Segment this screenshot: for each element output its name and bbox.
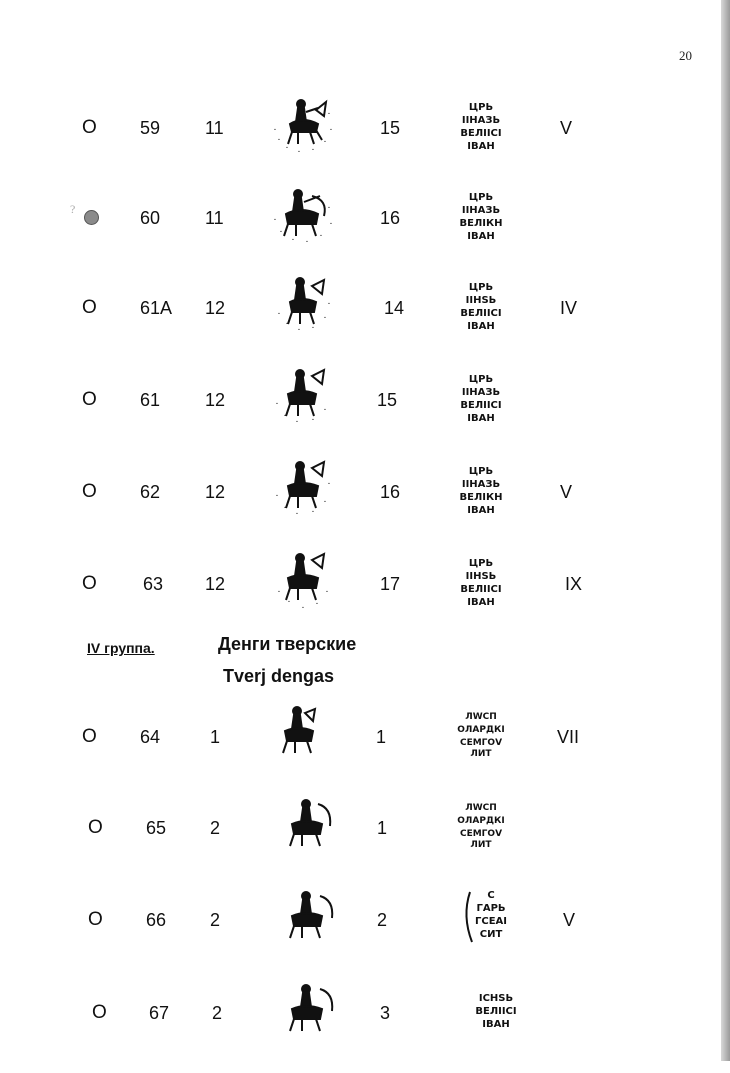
svg-text:·: · xyxy=(296,419,299,426)
table-row xyxy=(0,374,720,460)
catalog-number: 63 xyxy=(143,574,164,594)
svg-text:ОЛАРДКІ: ОЛАРДКІ xyxy=(457,816,505,826)
rarity-grade: V xyxy=(560,482,573,502)
table-row xyxy=(0,282,720,368)
svg-text:ЦРЬ: ЦРЬ xyxy=(468,192,494,203)
svg-text:ІІНЅЬ: ІІНЅЬ xyxy=(465,571,497,582)
svg-text:ГСЕАІ: ГСЕАІ xyxy=(474,916,508,927)
svg-text:·: · xyxy=(312,325,315,332)
svg-text:·: · xyxy=(276,493,279,500)
type-number: 2 xyxy=(212,1003,223,1023)
svg-text:·: · xyxy=(286,321,289,328)
marker: O xyxy=(82,726,97,747)
svg-text:·: · xyxy=(284,505,287,512)
rarity-grade: IX xyxy=(565,574,583,594)
type-number: 2 xyxy=(210,818,221,838)
svg-text:ЛИТ: ЛИТ xyxy=(470,840,492,850)
die-number: 16 xyxy=(380,208,401,228)
coin-obverse-rider-icon xyxy=(268,456,338,522)
die-number: 17 xyxy=(380,574,401,594)
svg-text:·: · xyxy=(328,481,331,488)
svg-text:ВЕЛІКН: ВЕЛІКН xyxy=(459,492,503,503)
svg-text:·: · xyxy=(292,237,295,244)
svg-text:ІІНАЗЬ: ІІНАЗЬ xyxy=(461,115,501,126)
svg-text:·: · xyxy=(312,417,315,424)
die-number: 1 xyxy=(377,818,388,838)
svg-text:ЛWСП: ЛWСП xyxy=(465,803,497,813)
svg-text:С: С xyxy=(487,890,495,901)
svg-text:СЕМГОV: СЕМГОV xyxy=(459,738,503,748)
rarity-grade: IV xyxy=(560,298,578,318)
svg-text:ІВАН: ІВАН xyxy=(467,597,495,608)
svg-text:ВЕЛІІСІ: ВЕЛІІСІ xyxy=(460,308,502,319)
svg-text:ВЕЛІКН: ВЕЛІКН xyxy=(459,218,503,229)
die-number: 1 xyxy=(376,727,387,747)
catalog-number: 59 xyxy=(140,118,161,138)
catalog-number: 66 xyxy=(146,910,167,930)
svg-text:·: · xyxy=(274,217,277,224)
table-row xyxy=(0,803,720,888)
svg-text:ІІНЅЬ: ІІНЅЬ xyxy=(465,295,497,306)
svg-text:ІІНАЗЬ: ІІНАЗЬ xyxy=(461,479,501,490)
coin-reverse-inscription xyxy=(450,792,512,858)
svg-text:ВЕЛІІСІ: ВЕЛІІСІ xyxy=(460,584,502,595)
svg-text:·: · xyxy=(288,599,291,606)
svg-text:ЦРЬ: ЦРЬ xyxy=(468,102,494,113)
svg-text:ІВАН: ІВАН xyxy=(467,231,495,242)
coin-obverse-rider-icon xyxy=(268,364,338,430)
svg-text:ВЕЛІІСІ: ВЕЛІІСІ xyxy=(460,128,502,139)
coin-obverse-rider-icon xyxy=(268,92,338,158)
svg-text:ІІНАЗЬ: ІІНАЗЬ xyxy=(461,387,501,398)
marker: O xyxy=(82,117,97,138)
svg-text:·: · xyxy=(298,149,301,156)
coin-obverse-rider-icon xyxy=(280,884,350,950)
catalog-number: 67 xyxy=(149,1003,170,1023)
catalog-number: 62 xyxy=(140,482,161,502)
svg-text:·: · xyxy=(284,413,287,420)
svg-text:·: · xyxy=(316,601,319,608)
svg-text:·: · xyxy=(280,229,283,236)
svg-text:ВЕЛІІСІ: ВЕЛІІСІ xyxy=(460,400,502,411)
svg-text:·: · xyxy=(312,509,315,516)
coin-obverse-rider-icon xyxy=(278,792,348,858)
rarity-grade: VII xyxy=(557,727,580,747)
table-row xyxy=(0,712,720,797)
svg-text:ВЕЛІІСІ: ВЕЛІІСІ xyxy=(475,1006,517,1017)
svg-text:·: · xyxy=(302,605,305,612)
coin-reverse-inscription xyxy=(460,884,522,950)
coin-obverse-rider-icon xyxy=(268,272,338,338)
coin-obverse-rider-icon xyxy=(280,977,350,1035)
table-row xyxy=(0,993,720,1073)
coin-obverse-rider-icon xyxy=(268,182,338,248)
marker: O xyxy=(88,909,103,930)
svg-text:·: · xyxy=(312,147,315,154)
type-number: 12 xyxy=(205,298,226,318)
marker: O xyxy=(88,817,103,838)
svg-text:·: · xyxy=(328,111,331,118)
svg-text:ІВАН: ІВАН xyxy=(467,505,495,516)
type-number: 11 xyxy=(205,118,224,138)
table-row xyxy=(0,102,720,188)
svg-text:·: · xyxy=(278,137,281,144)
coin-obverse-rider-icon xyxy=(268,548,338,614)
svg-text:ЦРЬ: ЦРЬ xyxy=(468,558,494,569)
coin-reverse-inscription xyxy=(450,548,512,614)
type-number: 2 xyxy=(210,910,221,930)
svg-text:ЦРЬ: ЦРЬ xyxy=(468,466,494,477)
die-number: 15 xyxy=(377,390,398,410)
coin-obverse-rider-icon xyxy=(275,701,345,767)
svg-text:ЛИТ: ЛИТ xyxy=(470,749,492,759)
coin-reverse-inscription xyxy=(450,92,512,158)
svg-text:·: · xyxy=(306,239,309,246)
page-number: 20 xyxy=(679,48,692,63)
marker: O xyxy=(82,481,97,502)
type-number: 12 xyxy=(205,482,226,502)
svg-text:·: · xyxy=(278,311,281,318)
die-number: 2 xyxy=(377,910,388,930)
question-mark: ? xyxy=(70,202,76,216)
die-number: 14 xyxy=(384,298,405,318)
svg-text:ГАРЬ: ГАРЬ xyxy=(476,903,506,914)
type-number: 11 xyxy=(205,208,224,228)
svg-text:·: · xyxy=(328,205,331,212)
marker: O xyxy=(82,297,97,318)
svg-text:·: · xyxy=(324,499,327,506)
svg-text:·: · xyxy=(324,315,327,322)
svg-text:·: · xyxy=(328,301,331,308)
svg-text:·: · xyxy=(274,127,277,134)
svg-text:ЦРЬ: ЦРЬ xyxy=(468,374,494,385)
svg-text:ІВАН: ІВАН xyxy=(467,141,495,152)
coin-reverse-inscription xyxy=(450,272,512,338)
rarity-grade: V xyxy=(563,910,576,930)
table-row xyxy=(0,890,720,980)
svg-text:·: · xyxy=(320,233,323,240)
catalog-number: 60 xyxy=(140,208,161,228)
marker-filled xyxy=(84,210,99,225)
type-number: 12 xyxy=(205,390,226,410)
svg-text:·: · xyxy=(330,221,333,228)
die-number: 3 xyxy=(380,1003,391,1023)
coin-reverse-inscription xyxy=(450,182,512,248)
catalog-number: 65 xyxy=(146,818,167,838)
group-label: IV группа. xyxy=(87,640,155,656)
svg-text:·: · xyxy=(276,401,279,408)
svg-text:·: · xyxy=(296,511,299,518)
die-number: 16 xyxy=(380,482,401,502)
catalog-number: 61 xyxy=(140,390,161,410)
rarity-grade: V xyxy=(560,118,573,138)
table-row xyxy=(0,558,720,644)
svg-text:·: · xyxy=(278,589,281,596)
svg-text:ІІНАЗЬ: ІІНАЗЬ xyxy=(461,205,501,216)
table-row xyxy=(0,466,720,552)
catalog-number: 64 xyxy=(140,727,161,747)
type-number: 12 xyxy=(205,574,226,594)
svg-text:СИТ: СИТ xyxy=(479,929,503,940)
svg-text:СЕМГОV: СЕМГОV xyxy=(459,829,503,839)
svg-text:ЦРЬ: ЦРЬ xyxy=(468,282,494,293)
svg-text:·: · xyxy=(298,327,301,334)
section-title-russian: Денги тверские xyxy=(218,634,357,654)
table-row xyxy=(0,192,720,278)
svg-text:ІВАН: ІВАН xyxy=(482,1019,510,1030)
svg-text:·: · xyxy=(324,139,327,146)
svg-text:·: · xyxy=(324,407,327,414)
marker: O xyxy=(82,389,97,410)
coin-reverse-inscription xyxy=(465,977,527,1035)
page-edge-shadow xyxy=(721,0,730,1061)
svg-text:ІСНЅЬ: ІСНЅЬ xyxy=(478,993,514,1004)
section-title-english: Tverj dengas xyxy=(223,666,335,686)
svg-text:·: · xyxy=(286,145,289,152)
svg-text:ІВАН: ІВАН xyxy=(467,413,495,424)
catalog-number: 61A xyxy=(140,298,173,318)
marker: O xyxy=(92,1002,107,1023)
type-number: 1 xyxy=(210,727,221,747)
svg-text:·: · xyxy=(330,127,333,134)
svg-text:ІВАН: ІВАН xyxy=(467,321,495,332)
svg-text:ОЛАРДКІ: ОЛАРДКІ xyxy=(457,725,505,735)
coin-reverse-inscription xyxy=(450,364,512,430)
coin-reverse-inscription xyxy=(450,456,512,522)
marker: O xyxy=(82,573,97,594)
svg-text:ЛWСП: ЛWСП xyxy=(465,712,497,722)
die-number: 15 xyxy=(380,118,401,138)
coin-reverse-inscription xyxy=(450,701,512,767)
svg-text:·: · xyxy=(326,589,329,596)
